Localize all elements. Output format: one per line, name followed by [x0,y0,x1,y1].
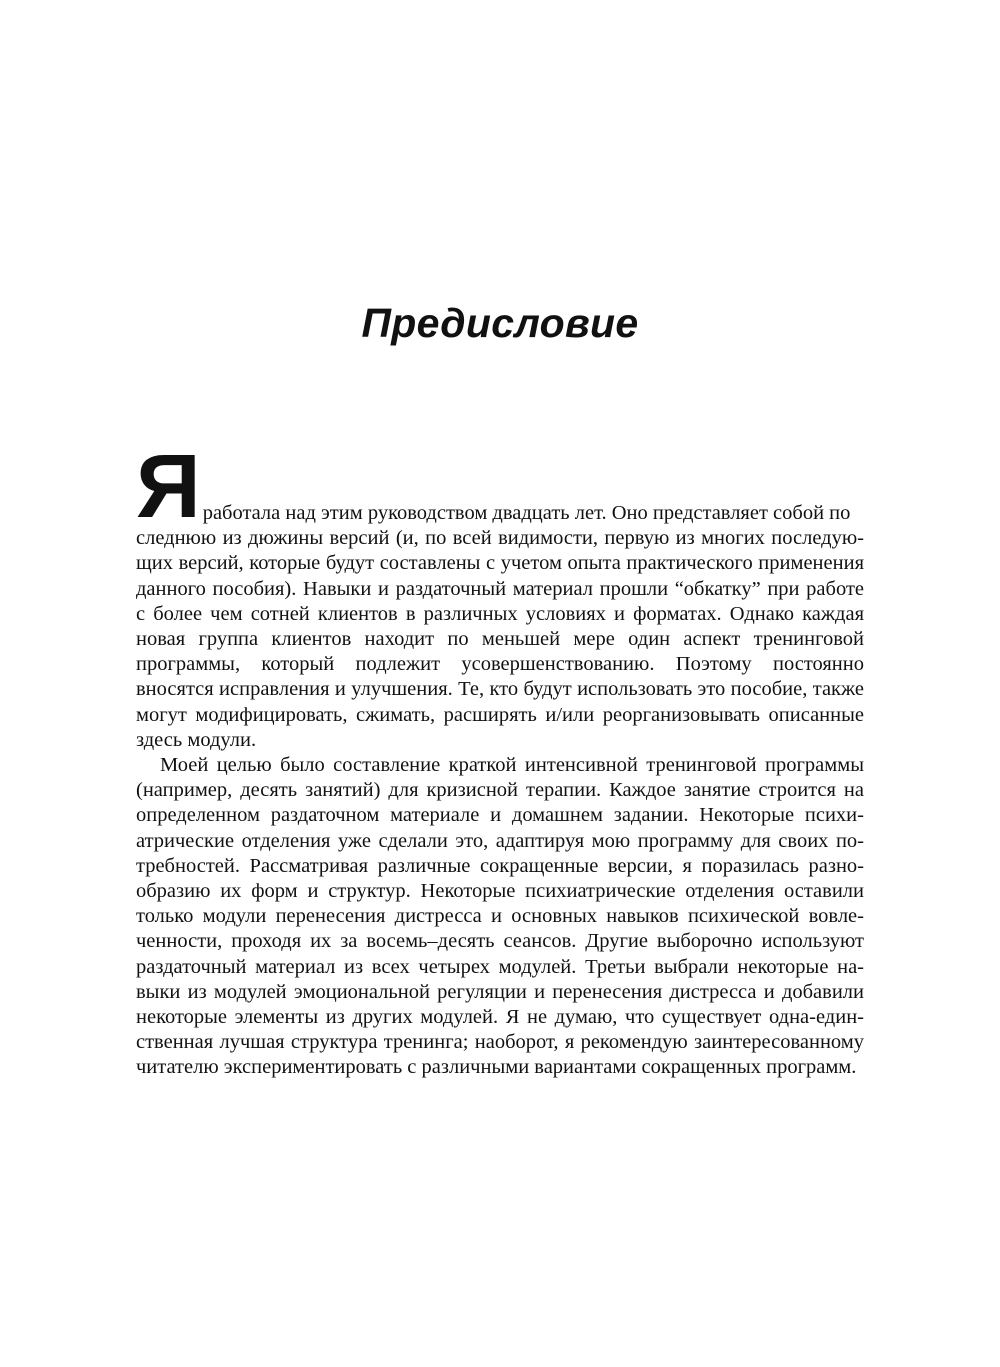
drop-cap-container [136,437,199,537]
paragraph-2: Моей целью было составление краткой интенсивной тренинговой программы (например, десять занятий) для кризисной терапии. Каждое занятие строится на определенном раздаточном материале и домашнем задании. Некоторые психиатрические отделения уже сделали это, адаптируя мою программу для своих потребностей. Рассматривая различные сокращенные версии, я поразилась разнообразию их форм и структур. Некоторые психиатрические отделения оставили только модули перенесения дистресса и основных навыков психической вовлеченности, проходя их за восемь–десять сеансов. Другие выборочно используют раздаточный материал из всех четырех модулей. Третьи выбрали некоторые навыки из модулей эмоциональной регуляции и перенесения дистресса и добавили некоторые элементы из других модулей. Я не думаю, что существует одна-единственная лучшая структура тренинга; наоборот, я рекомендую заинтересованному читателю экспериментировать с различными вариантами сокращенных программ. [136,754,864,1079]
page-title: Предисловие [361,300,639,346]
paragraph-1-first-line: работала над этим руководством двадцать лет. Оно представляет собой по [202,502,851,524]
preface-body [136,437,864,1081]
drop-cap: Я [136,437,199,537]
paragraph-1-text: следнюю из дюжины версий (и, по всей видимости, первую из многих последующих версий, которые будут составлены с учетом опыта практического применения данного пособия). Навыки и раздаточный материал прошли “обкатку” при работе с более чем сотней клиентов в различных условиях и форматах. Однако каждая новая группа клиентов находит по меньшей мере один аспект тренинговой программы, который подлежит усовершенствованию. Поэтому постоянно вносятся исправления и улучшения. Те, кто будут использовать это пособие, также могут модифицировать, сжимать, расширять и/или реорганизовывать описанные здесь модули. [136,527,864,751]
paragraph-1 [136,437,864,753]
